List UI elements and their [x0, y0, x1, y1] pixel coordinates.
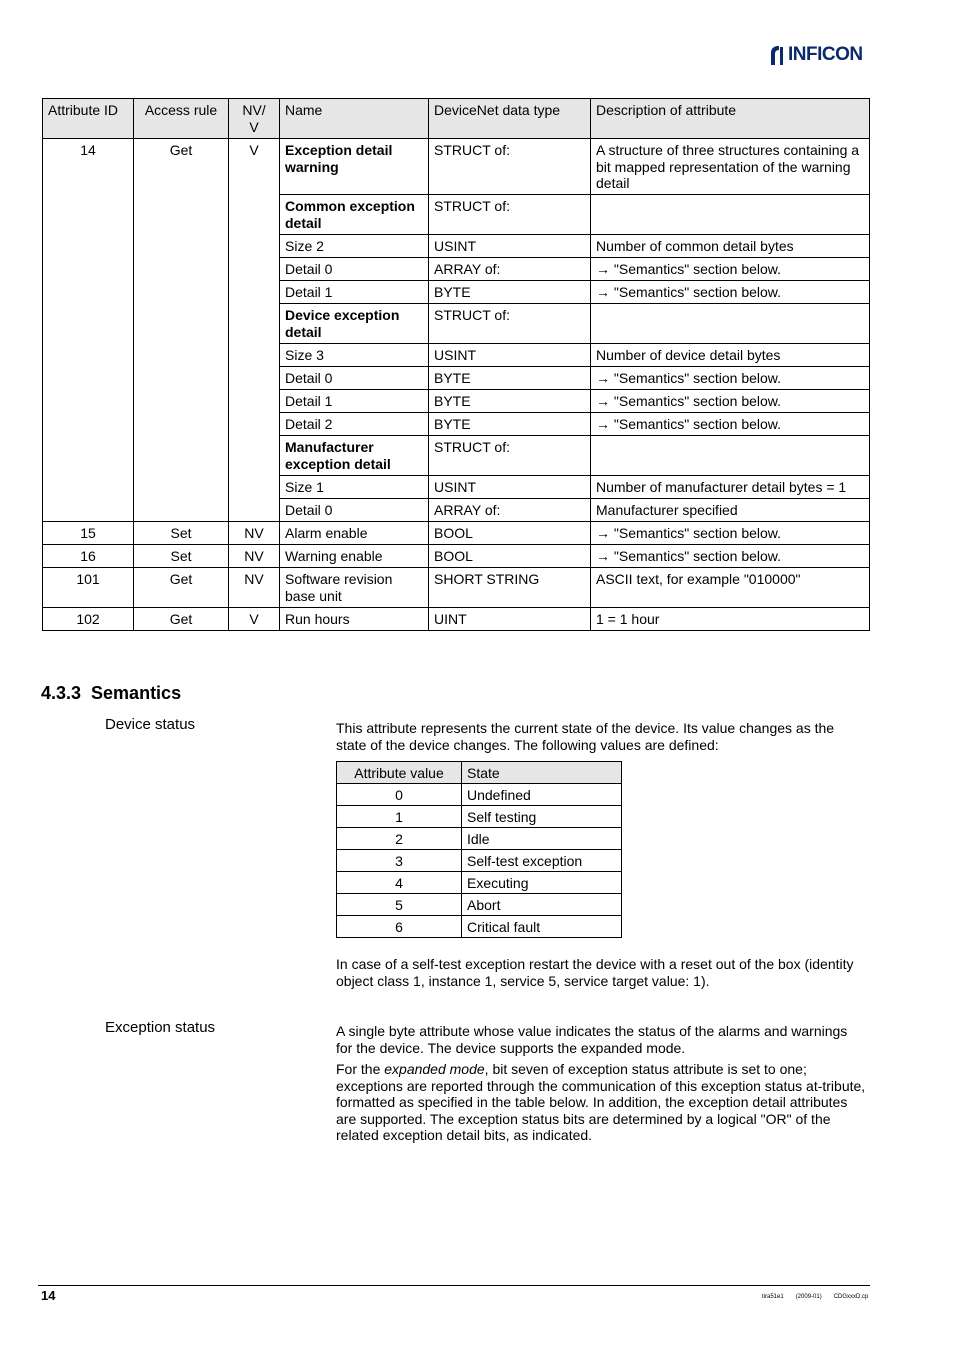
- description-cell: → "Semantics" section below.: [591, 390, 870, 413]
- access-rule-cell: Set: [134, 545, 229, 568]
- table-row: [43, 545, 870, 568]
- name-cell: Alarm enable: [280, 522, 429, 545]
- type-cell: BYTE: [429, 390, 591, 413]
- header-description: Description of attribute: [591, 99, 870, 139]
- name-cell: Detail 0: [280, 499, 429, 522]
- type-cell: STRUCT of:: [429, 195, 591, 235]
- type-cell: SHORT STRING: [429, 568, 591, 608]
- footer-doc-id: tira51e1: [762, 1294, 784, 1300]
- nv-v-cell: V: [229, 608, 280, 631]
- table-row: [337, 894, 622, 916]
- access-rule-cell: Get: [134, 139, 229, 522]
- type-cell: BOOL: [429, 522, 591, 545]
- description-cell: [591, 195, 870, 235]
- footer-date: (2009-01): [795, 1294, 822, 1300]
- attribute-id-cell: 102: [43, 608, 134, 631]
- value-cell: 6: [337, 916, 462, 938]
- table-row: [43, 522, 870, 545]
- header-data-type: DeviceNet data type: [429, 99, 591, 139]
- description-cell: → "Semantics" section below.: [591, 258, 870, 281]
- attribute-id-cell: 101: [43, 568, 134, 608]
- table-header-row: [43, 99, 870, 139]
- description-cell: Number of manufacturer detail bytes = 1: [591, 476, 870, 499]
- header-name: Name: [280, 99, 429, 139]
- name-cell: Size 3: [280, 344, 429, 367]
- name-cell: Device exception detail: [280, 304, 429, 344]
- type-cell: BYTE: [429, 367, 591, 390]
- state-cell: Self testing: [462, 806, 622, 828]
- state-cell: Self-test exception: [462, 850, 622, 872]
- name-cell: Detail 0: [280, 367, 429, 390]
- attribute-id-cell: 15: [43, 522, 134, 545]
- state-cell: Idle: [462, 828, 622, 850]
- table-row: [43, 139, 870, 195]
- value-cell: 1: [337, 806, 462, 828]
- inficon-logo-icon: [768, 44, 786, 66]
- inficon-logo: [768, 44, 863, 66]
- nv-v-cell: NV: [229, 545, 280, 568]
- device-status-label: Device status: [105, 716, 196, 733]
- type-cell: STRUCT of:: [429, 436, 591, 476]
- description-cell: → "Semantics" section below.: [591, 545, 870, 568]
- exception-status-label: Exception status: [105, 1019, 216, 1036]
- name-cell: Common exception detail: [280, 195, 429, 235]
- state-cell: Executing: [462, 872, 622, 894]
- description-cell: 1 = 1 hour: [591, 608, 870, 631]
- name-cell: Detail 0: [280, 258, 429, 281]
- type-cell: USINT: [429, 344, 591, 367]
- value-cell: 3: [337, 850, 462, 872]
- table-row: [43, 608, 870, 631]
- name-cell: Warning enable: [280, 545, 429, 568]
- name-cell: Size 1: [280, 476, 429, 499]
- state-cell: Critical fault: [462, 916, 622, 938]
- name-cell: Detail 1: [280, 281, 429, 304]
- description-cell: [591, 304, 870, 344]
- header-state: State: [462, 762, 622, 784]
- name-cell: Run hours: [280, 608, 429, 631]
- value-cell: 2: [337, 828, 462, 850]
- name-cell: Detail 2: [280, 413, 429, 436]
- table-row: [337, 806, 622, 828]
- para2-prefix: For the: [336, 1061, 385, 1077]
- name-cell: Exception detail warning: [280, 139, 429, 195]
- description-cell: ASCII text, for example "010000": [591, 568, 870, 608]
- attribute-id-cell: 16: [43, 545, 134, 568]
- footer-reference: [762, 1294, 868, 1300]
- type-cell: ARRAY of:: [429, 499, 591, 522]
- table-row: [337, 828, 622, 850]
- type-cell: USINT: [429, 235, 591, 258]
- access-rule-cell: Get: [134, 568, 229, 608]
- name-cell: Software revision base unit: [280, 568, 429, 608]
- logo-text: INFICON: [788, 44, 863, 65]
- header-nv-v: NV/ V: [229, 99, 280, 139]
- nv-v-cell: NV: [229, 522, 280, 545]
- device-status-intro: This attribute represents the current state of the device. Its value changes as the state of the device changes. The following values are defined:: [336, 720, 835, 753]
- section-heading: 4.3.3 Semantics: [41, 683, 182, 703]
- table-row: [43, 568, 870, 608]
- value-cell: 5: [337, 894, 462, 916]
- description-cell: → "Semantics" section below.: [591, 367, 870, 390]
- description-cell: Number of common detail bytes: [591, 235, 870, 258]
- type-cell: BYTE: [429, 413, 591, 436]
- nv-v-cell: NV: [229, 568, 280, 608]
- table-row: [337, 872, 622, 894]
- exception-status-para2: [336, 1061, 866, 1144]
- table-row: [337, 850, 622, 872]
- exception-status-para1: A single byte attribute whose value indicates the status of the alarms and warnings for the device. The device supports the expanded mode.: [336, 1023, 848, 1056]
- description-cell: A structure of three structures containing a bit mapped representation of the warning detail: [591, 139, 870, 195]
- access-rule-cell: Get: [134, 608, 229, 631]
- type-cell: UINT: [429, 608, 591, 631]
- type-cell: STRUCT of:: [429, 304, 591, 344]
- type-cell: ARRAY of:: [429, 258, 591, 281]
- table-header-row: [337, 762, 622, 784]
- description-cell: → "Semantics" section below.: [591, 281, 870, 304]
- description-cell: Manufacturer specified: [591, 499, 870, 522]
- table-row: [337, 784, 622, 806]
- description-cell: [591, 436, 870, 476]
- type-cell: USINT: [429, 476, 591, 499]
- device-status-note: In case of a self-test exception restart the device with a reset out of the box (identity object class 1, instance 1, service 5, service target value: 1).: [336, 956, 854, 989]
- value-cell: 4: [337, 872, 462, 894]
- name-cell: Size 2: [280, 235, 429, 258]
- para2-emphasis: expanded mode: [384, 1061, 485, 1077]
- name-cell: Detail 1: [280, 390, 429, 413]
- attribute-id-cell: 14: [43, 139, 134, 522]
- header-attribute-id: Attribute ID: [43, 99, 134, 139]
- description-cell: → "Semantics" section below.: [591, 522, 870, 545]
- footer-file: CDGxxxD.cp: [833, 1294, 869, 1300]
- description-cell: → "Semantics" section below.: [591, 413, 870, 436]
- page-number: 14: [41, 1288, 56, 1303]
- attribute-table: [42, 98, 870, 631]
- type-cell: BOOL: [429, 545, 591, 568]
- type-cell: STRUCT of:: [429, 139, 591, 195]
- header-access-rule: Access rule: [134, 99, 229, 139]
- type-cell: BYTE: [429, 281, 591, 304]
- access-rule-cell: Set: [134, 522, 229, 545]
- state-cell: Undefined: [462, 784, 622, 806]
- device-state-table: [336, 761, 622, 938]
- header-attribute-value: Attribute value: [337, 762, 462, 784]
- name-cell: Manufacturer exception detail: [280, 436, 429, 476]
- nv-v-cell: V: [229, 139, 280, 522]
- footer-divider: [38, 1285, 870, 1286]
- description-cell: Number of device detail bytes: [591, 344, 870, 367]
- table-row: [337, 916, 622, 938]
- para2-rest: , bit seven of exception status attribute is set to one; exceptions are reported through the communication of this exception status at-tribute, formatted as specified in the table below. In addition, the exception detail attributes are supported. The exception status bits are determined by a logical "OR" of the related exception detail bits, as indicated.: [336, 1061, 866, 1143]
- value-cell: 0: [337, 784, 462, 806]
- state-cell: Abort: [462, 894, 622, 916]
